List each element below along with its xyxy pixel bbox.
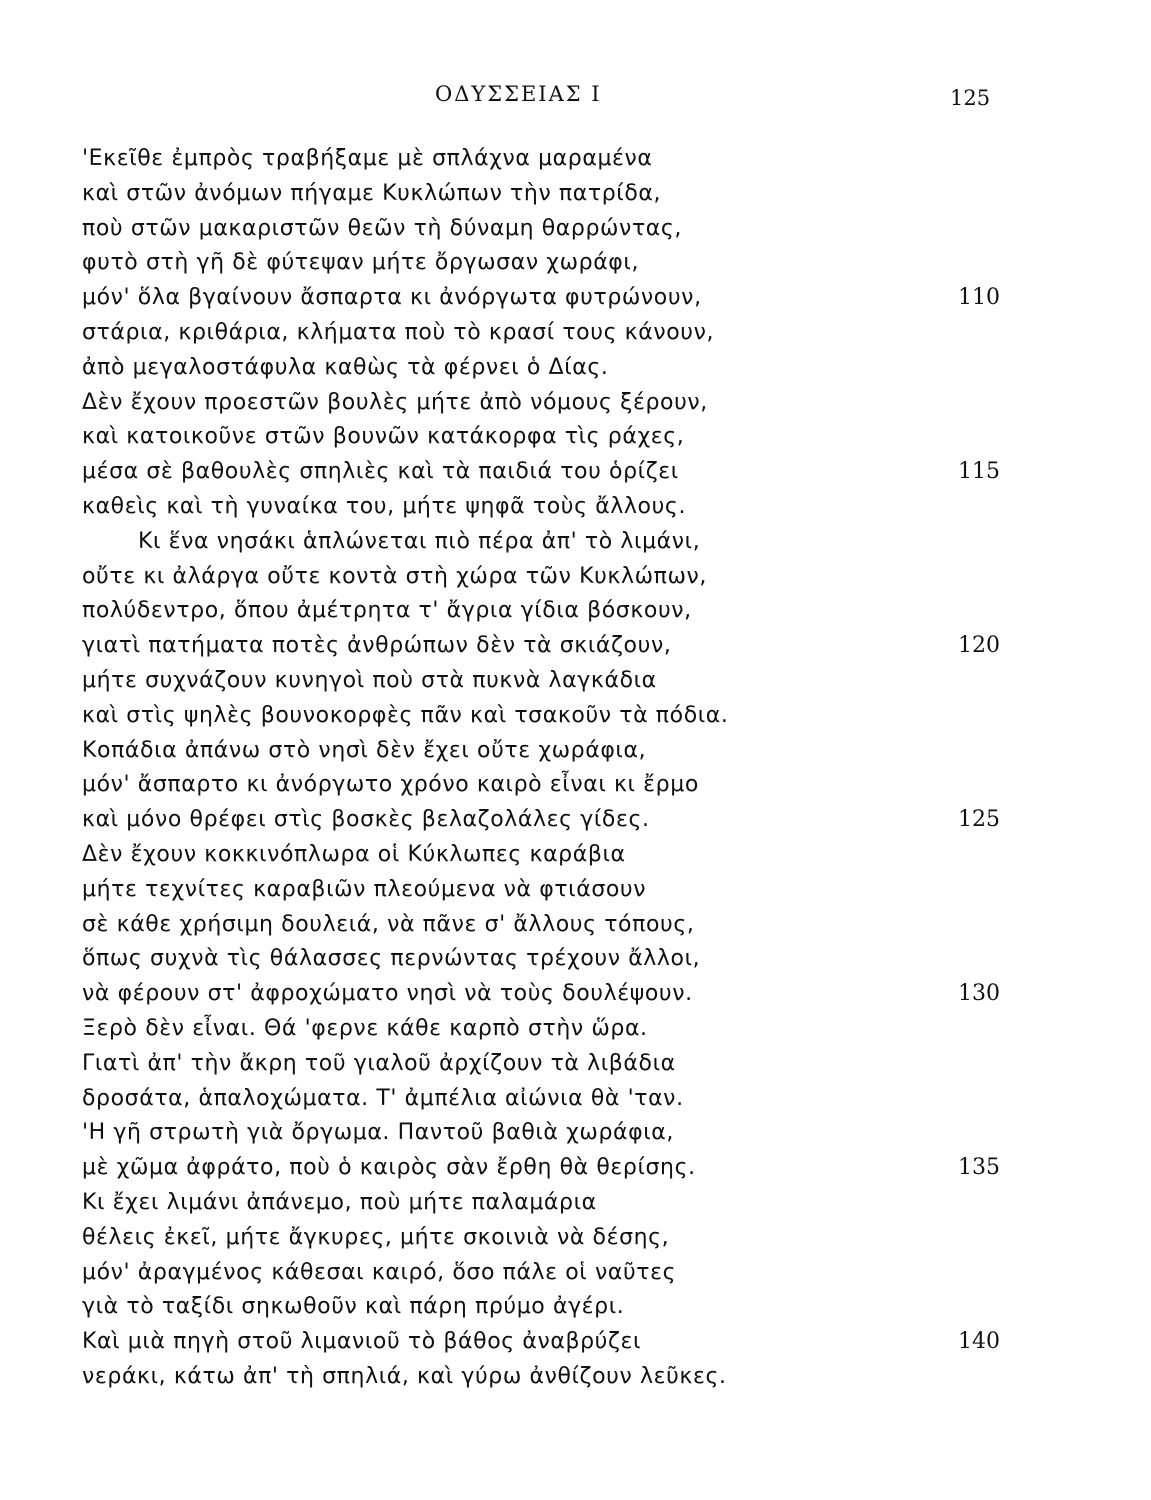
verse-text: μήτε τεχνίτες καραβιῶν πλεούμενα νὰ φτιάσουν (82, 876, 647, 902)
verse-line (0, 177, 1151, 212)
verse-line (0, 977, 1151, 1012)
verse-text: καθεὶς καὶ τὴ γυναίκα του, μήτε ψηφᾶ τοὺς ἄλλους. (82, 493, 687, 519)
verse-line (0, 734, 1151, 769)
verse-line (0, 1221, 1151, 1256)
verse-text: 'Εκεῖθε ἐμπρὸς τραβήξαμε μὲ σπλάχνα μαραμένα (82, 146, 653, 171)
verse-line (0, 560, 1151, 595)
verse-text: καὶ μόνο θρέφει στὶς βοσκὲς βελαζολάλες γίδες. (82, 807, 650, 833)
verse-line (0, 873, 1151, 908)
verse-line (0, 212, 1151, 247)
verse-line (0, 1047, 1151, 1082)
verse-text: νὰ φέρουν στ' ἀφροχώματο νησὶ νὰ τοὺς δουλέψουν. (82, 981, 693, 1007)
verse-text: Καὶ μιὰ πηγὴ στοῦ λιμανιοῦ τὸ βάθος ἀναβρύζει (82, 1329, 642, 1355)
verse-text: Ξερὸ δὲν εἶναι. Θά 'φερνε κάθε καρπὸ στὴν ὥρα. (82, 1015, 648, 1041)
verse-text: ὅπως συχνὰ τὶς θάλασσες περνώντας τρέχουν ἄλλοι, (82, 946, 701, 972)
line-number: 120 (958, 633, 1000, 659)
verse-line (0, 594, 1151, 629)
verse-line (0, 1186, 1151, 1221)
verse-line (0, 1256, 1151, 1291)
verse-text: γιὰ τὸ ταξίδι σηκωθοῦν καὶ πάρη πρύμο ἀγέρι. (82, 1294, 625, 1320)
verse-line (0, 908, 1151, 943)
verse-text: καὶ στῶν ἀνόμων πήγαμε Κυκλώπων τὴν πατρίδα, (82, 180, 662, 206)
verse-line (0, 281, 1151, 316)
verse-text: Κι ἔχει λιμάνι ἀπάνεμο, ποὺ μήτε παλαμάρια (82, 1189, 597, 1215)
verse-text: Δὲν ἔχουν προεστῶν βουλὲς μήτε ἀπὸ νόμους ξέρουν, (82, 389, 708, 415)
verse-line (0, 455, 1151, 490)
verse-line (0, 316, 1151, 351)
verse-text: καὶ στὶς ψηλὲς βουνοκορφὲς πᾶν καὶ τσακοῦν τὰ πόδια. (82, 702, 729, 728)
running-title: ΟΔΥΣΣΕΙΑΣ Ι (435, 82, 602, 106)
verse-text: οὔτε κι ἀλάργα οὔτε κοντὰ στὴ χώρα τῶν Κυκλώπων, (82, 563, 707, 589)
verse-block (0, 142, 1151, 1395)
verse-text: νεράκι, κάτω ἀπ' τὴ σπηλιά, καὶ γύρω ἀνθίζουν λεῦκες. (82, 1363, 727, 1389)
verse-text: Γιατὶ ἀπ' τὴν ἄκρη τοῦ γιαλοῦ ἀρχίζουν τὰ λιβάδια (82, 1050, 676, 1076)
verse-text: μέσα σὲ βαθουλὲς σπηλιὲς καὶ τὰ παιδιά του ὁρίζει (82, 459, 679, 485)
line-number: 135 (958, 1155, 1000, 1181)
verse-text: 'Η γῆ στρωτὴ γιὰ ὄργωμα. Παντοῦ βαθιὰ χωράφια, (82, 1120, 674, 1146)
verse-text: σὲ κάθε χρήσιμη δουλειά, νὰ πᾶνε σ' ἄλλους τόπους, (82, 911, 695, 937)
verse-text: μὲ χῶμα ἀφράτο, ποὺ ὁ καιρὸς σὰν ἔρθη θὰ θερίσης. (82, 1155, 696, 1181)
verse-line (0, 942, 1151, 977)
verse-text: μόν' ἄσπαρτο κι ἀνόργωτο χρόνο καιρὸ εἶναι κι ἔρμο (82, 772, 699, 798)
verse-text: πολύδεντρο, ὅπου ἀμέτρητα τ' ἄγρια γίδια βόσκουν, (82, 598, 692, 624)
verse-text: ποὺ στῶν μακαριστῶν θεῶν τὴ δύναμη θαρρώντας, (82, 215, 682, 241)
verse-text: δροσάτα, ἁπαλοχώματα. Τ' ἀμπέλια αἰώνια θὰ 'ταν. (82, 1085, 684, 1111)
verse-line (0, 386, 1151, 421)
verse-text: μόν' ἀραγμένος κάθεσαι καιρό, ὅσο πάλε οἱ ναῦτες (82, 1259, 677, 1285)
verse-line (0, 699, 1151, 734)
verse-line (0, 1116, 1151, 1151)
verse-line (0, 525, 1151, 560)
verse-line (0, 142, 1151, 177)
verse-line (0, 490, 1151, 525)
verse-line (0, 1012, 1151, 1047)
verse-line (0, 1325, 1151, 1360)
page-number: 125 (950, 86, 991, 110)
verse-text: φυτὸ στὴ γῆ δὲ φύτεψαν μήτε ὄργωσαν χωράφι, (82, 250, 640, 276)
verse-line (0, 351, 1151, 386)
line-number: 140 (958, 1329, 1000, 1355)
verse-line (0, 420, 1151, 455)
verse-text: μήτε συχνάζουν κυνηγοὶ ποὺ στὰ πυκνὰ λαγκάδια (82, 667, 657, 693)
verse-text: ἀπὸ μεγαλοστάφυλα καθὼς τὰ φέρνει ὁ Δίας. (82, 354, 609, 380)
verse-line (0, 246, 1151, 281)
verse-line (0, 838, 1151, 873)
verse-text: Κι ἕνα νησάκι ἁπλώνεται πιὸ πέρα ἀπ' τὸ λιμάνι, (138, 528, 701, 554)
verse-line (0, 768, 1151, 803)
verse-text: μόν' ὅλα βγαίνουν ἄσπαρτα κι ἀνόργωτα φυτρώνουν, (82, 285, 702, 311)
verse-line (0, 1360, 1151, 1395)
verse-text: θέλεις ἐκεῖ, μήτε ἄγκυρες, μήτε σκοινιὰ νὰ δέσης, (82, 1224, 670, 1250)
verse-text: Δὲν ἔχουν κοκκινόπλωρα οἱ Κύκλωπες καράβια (82, 841, 626, 867)
verse-line (0, 1290, 1151, 1325)
verse-line (0, 1151, 1151, 1186)
verse-line (0, 803, 1151, 838)
verse-text: καὶ κατοικοῦνε στῶν βουνῶν κατάκορφα τὶς ράχες, (82, 424, 685, 450)
verse-text: γιατὶ πατήματα ποτὲς ἀνθρώπων δὲν τὰ σκιάζουν, (82, 633, 672, 659)
line-number: 110 (958, 285, 1000, 311)
line-number: 125 (958, 807, 1000, 833)
line-number: 115 (958, 459, 1000, 485)
verse-line (0, 1082, 1151, 1117)
verse-text: στάρια, κριθάρια, κλήματα ποὺ τὸ κρασί τους κάνουν, (82, 319, 715, 345)
verse-line (0, 664, 1151, 699)
verse-text: Κοπάδια ἀπάνω στὸ νησὶ δὲν ἔχει οὔτε χωράφια, (82, 737, 647, 763)
line-number: 130 (958, 981, 1000, 1007)
verse-line (0, 629, 1151, 664)
